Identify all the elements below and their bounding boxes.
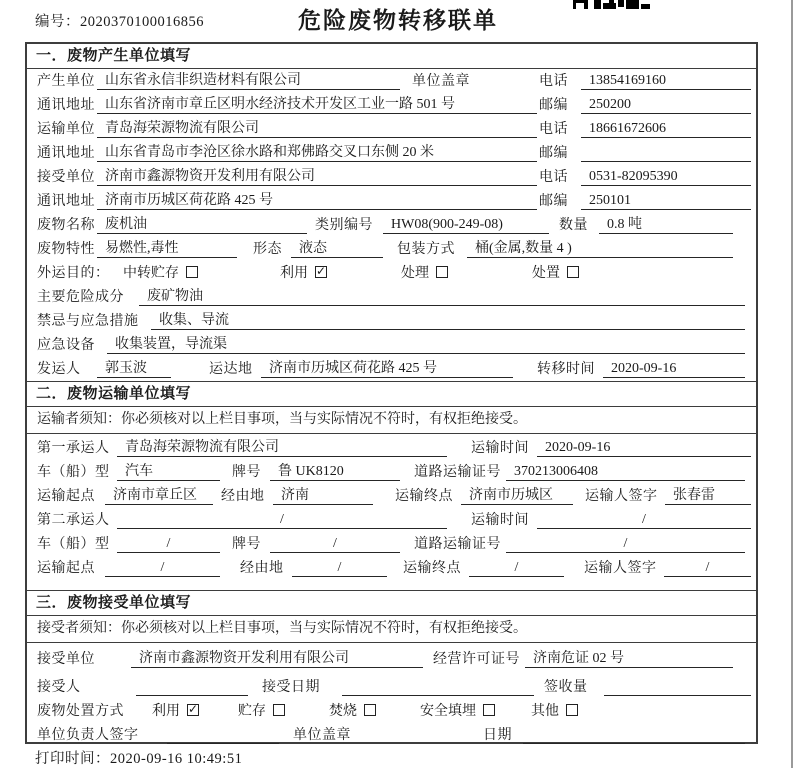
row-producer-address	[27, 93, 756, 117]
transport-phone-group	[539, 118, 751, 138]
route-end-value: /	[469, 560, 564, 577]
row-receive-unit	[27, 165, 756, 189]
serial-value: 2020370100016856	[80, 14, 204, 30]
receive-zip-group	[539, 190, 751, 210]
plate-label: 牌号	[232, 537, 261, 552]
packing-label: 包装方式	[397, 242, 455, 257]
route-via-value: 济南	[273, 484, 373, 505]
transport-time-label: 运输时间	[471, 513, 529, 528]
route-via-label: 经由地	[221, 489, 265, 504]
row-route-2	[27, 556, 756, 580]
zip-label: 邮编	[539, 194, 568, 209]
acceptor-label: 接受人	[37, 680, 81, 695]
checkbox-store[interactable]	[273, 704, 285, 716]
section3-header: 三．废物接受单位填写	[27, 590, 756, 616]
disposal-option-store	[238, 700, 285, 720]
row-second-carrier	[27, 508, 756, 532]
receive-phone-value: 0531-82095390	[581, 169, 751, 186]
row-first-carrier	[27, 434, 756, 460]
print-time-label: 打印时间：	[35, 751, 110, 767]
road-license-label: 道路运输证号	[414, 537, 501, 552]
vehicle-type-value: /	[117, 536, 220, 553]
receive-zip-value: 250101	[581, 193, 751, 210]
waste-props-value: 易燃性,毒性	[97, 237, 237, 258]
transporter-sign-value: /	[664, 560, 751, 577]
sender-value: 郭玉波	[97, 357, 171, 378]
purpose-option-treat	[401, 262, 448, 282]
receive-phone-group	[539, 166, 751, 186]
road-license-value: /	[506, 536, 745, 553]
route-start-label: 运输起点	[37, 489, 95, 504]
phone-label: 电话	[539, 122, 568, 137]
address-label: 通讯地址	[37, 194, 95, 209]
business-license-label: 经营许可证号	[433, 652, 520, 667]
receive-address-value: 济南市历城区荷花路 425 号	[97, 189, 537, 210]
hazard-label: 主要危险成分	[37, 290, 124, 305]
transfer-time-value: 2020-09-16	[603, 361, 745, 378]
disposal-option-landfill	[420, 700, 495, 720]
row-waste-properties	[27, 237, 756, 261]
transport-zip-group	[539, 142, 751, 162]
row-emergency-equipment	[27, 333, 756, 357]
section2-header: 二．废物运输单位填写	[27, 381, 756, 407]
checkbox-utilize[interactable]: ✓	[187, 702, 199, 716]
row-route-1	[27, 484, 756, 508]
disposal-option-incinerate	[329, 700, 376, 720]
option-label: 中转贮存	[123, 265, 179, 281]
destination-label: 运达地	[209, 362, 253, 377]
row-transport-address	[27, 141, 756, 165]
row-receiving-unit	[27, 643, 756, 671]
notice-text: 你必须核对以上栏目事项，当与实际情况不符时，有权拒绝接受。	[121, 621, 527, 636]
responsible-sign-label: 单位负责人签字	[37, 728, 139, 743]
equipment-value: 收集装置，导流渠	[107, 333, 745, 354]
transport-time-label: 运输时间	[471, 441, 529, 456]
checkbox-incinerate[interactable]	[364, 704, 376, 716]
sender-label: 发运人	[37, 362, 81, 377]
second-carrier-label: 第二承运人	[37, 513, 110, 528]
first-carrier-value: 青岛海荣源物流有限公司	[117, 436, 447, 457]
vehicle-type-label: 车（船）型	[37, 537, 110, 552]
producer-phone-value: 13854169160	[581, 73, 751, 90]
checkbox-landfill[interactable]	[483, 704, 495, 716]
option-label: 焚烧	[329, 703, 357, 719]
receiving-unit-value: 济南市鑫源物资开发利用有限公司	[131, 647, 423, 668]
route-start-label: 运输起点	[37, 561, 95, 576]
row-acceptor	[27, 671, 756, 699]
accept-date-value	[342, 679, 534, 696]
route-end-label: 运输终点	[395, 489, 453, 504]
date-value	[523, 727, 745, 744]
purpose-option-storage	[123, 262, 198, 282]
category-code-value: HW08(900-249-08)	[383, 217, 549, 234]
notice-label: 运输者须知：	[37, 412, 121, 427]
phone-label: 电话	[539, 74, 568, 89]
row-hazard-component	[27, 285, 756, 309]
row-transfer-purpose	[27, 261, 756, 285]
route-start-value: /	[105, 560, 220, 577]
taboo-value: 收集、导流	[151, 309, 745, 330]
responsible-sign-value	[167, 727, 279, 744]
business-license-value: 济南危证 02 号	[525, 647, 733, 668]
producer-phone-group	[539, 70, 751, 90]
checkbox-storage[interactable]	[186, 266, 198, 278]
quantity-value: 0.8 吨	[599, 213, 733, 234]
transporter-sign-label: 运输人签字	[584, 561, 657, 576]
route-end-label: 运输终点	[403, 561, 461, 576]
row-producer-unit	[27, 69, 756, 93]
form-table	[25, 42, 758, 744]
signed-quantity-label: 签收量	[544, 680, 588, 695]
receiver-notice	[27, 616, 756, 643]
transport-time-value: 2020-09-16	[537, 440, 751, 457]
disposal-option-other	[531, 700, 578, 720]
row-receive-address	[27, 189, 756, 213]
print-time	[35, 747, 242, 768]
accept-date-label: 接受日期	[262, 680, 320, 695]
notice-label: 接受者须知：	[37, 621, 121, 636]
packing-value: 桶(金属,数量 4 )	[467, 237, 733, 258]
row-taboo-measures	[27, 309, 756, 333]
purpose-label: 外运目的：	[37, 265, 110, 281]
plate-label: 牌号	[232, 465, 261, 480]
address-label: 通讯地址	[37, 98, 95, 113]
option-label: 处理	[401, 265, 429, 281]
notice-text: 你必须核对以上栏目事项，当与实际情况不符时，有权拒绝接受。	[121, 412, 527, 427]
checkbox-other[interactable]	[566, 704, 578, 716]
option-label: 利用	[280, 265, 308, 281]
section1-header: 一．废物产生单位填写	[27, 44, 756, 69]
purpose-option-utilize	[280, 262, 327, 282]
quantity-label: 数量	[559, 218, 588, 233]
phone-label: 电话	[539, 170, 568, 185]
page-edge-line	[791, 0, 793, 768]
transport-phone-value: 18661672606	[581, 121, 751, 138]
receive-unit-label: 接受单位	[37, 170, 95, 185]
date-label: 日期	[483, 728, 512, 743]
row-sender	[27, 357, 756, 381]
first-carrier-label: 第一承运人	[37, 441, 110, 456]
receiving-unit-label: 接受单位	[37, 652, 95, 667]
transport-address-value: 山东省青岛市李沧区徐水路和郑佛路交叉口东侧 20 米	[97, 141, 537, 162]
serial-label: 编号：	[35, 14, 80, 30]
transport-unit-label: 运输单位	[37, 122, 95, 137]
route-end-value: 济南市历城区	[461, 484, 573, 505]
zip-label: 邮编	[539, 146, 568, 161]
vehicle-type-value: 汽车	[117, 460, 220, 481]
transporter-sign-value: 张春雷	[665, 484, 751, 505]
option-label: 贮存	[238, 703, 266, 719]
address-label: 通讯地址	[37, 146, 95, 161]
purpose-option-dispose	[532, 262, 579, 282]
option-label: 处置	[532, 265, 560, 281]
row-waste-name	[27, 213, 756, 237]
checkbox-treat[interactable]	[436, 266, 448, 278]
category-code-label: 类别编号	[315, 218, 373, 233]
row-disposal-method	[27, 699, 756, 723]
destination-value: 济南市历城区荷花路 425 号	[261, 357, 513, 378]
form-state-value: 液态	[291, 237, 383, 258]
row-vehicle-type-1	[27, 460, 756, 484]
route-via-value: /	[292, 560, 387, 577]
signed-quantity-value	[604, 679, 751, 696]
option-label: 安全填埋	[420, 703, 476, 719]
row-responsible-signature	[27, 723, 756, 747]
transport-unit-value: 青岛海荣源物流有限公司	[97, 117, 537, 138]
transporter-notice	[27, 407, 756, 434]
producer-unit-value: 山东省永信非织造材料有限公司	[97, 69, 400, 90]
row-transport-unit	[27, 117, 756, 141]
disposal-option-utilize	[152, 700, 199, 720]
transporter-sign-label: 运输人签字	[585, 489, 658, 504]
page-title: 危险废物转移联单	[298, 8, 498, 33]
plate-value: 鲁 UK8120	[270, 460, 400, 481]
waste-props-label: 废物特性	[37, 242, 95, 257]
checkbox-utilize[interactable]: ✓	[315, 264, 327, 278]
option-label: 利用	[152, 703, 180, 719]
producer-unit-label: 产生单位	[37, 74, 95, 89]
route-start-value: 济南市章丘区	[105, 484, 213, 505]
print-time-value: 2020-09-16 10:49:51	[110, 751, 243, 767]
producer-zip-group	[539, 94, 751, 114]
receive-unit-value: 济南市鑫源物资开发利用有限公司	[97, 165, 537, 186]
equipment-label: 应急设备	[37, 338, 95, 353]
option-label: 其他	[531, 703, 559, 719]
waste-name-label: 废物名称	[37, 218, 95, 233]
disposal-method-label: 废物处置方式	[37, 703, 124, 719]
vehicle-type-label: 车（船）型	[37, 465, 110, 480]
row-vehicle-type-2	[27, 532, 756, 556]
producer-address-value: 山东省济南市章丘区明水经济技术开发区工业一路 501 号	[97, 93, 537, 114]
transport-time-value: /	[537, 512, 751, 529]
unit-seal-label: 单位盖章	[293, 728, 351, 743]
second-carrier-value: /	[117, 512, 447, 529]
waste-name-value: 废机油	[97, 213, 307, 234]
checkbox-dispose[interactable]	[567, 266, 579, 278]
hazard-value: 废矿物油	[139, 285, 745, 306]
producer-zip-value: 250200	[581, 97, 751, 114]
plate-value: /	[270, 536, 400, 553]
transfer-time-label: 转移时间	[537, 362, 595, 377]
route-via-label: 经由地	[240, 561, 284, 576]
transport-zip-value	[581, 145, 751, 162]
road-license-label: 道路运输证号	[414, 465, 501, 480]
form-state-label: 形态	[253, 242, 282, 257]
acceptor-value	[136, 679, 248, 696]
zip-label: 邮编	[539, 98, 568, 113]
taboo-label: 禁忌与应急措施	[37, 314, 139, 329]
qr-code-fragment-icon	[573, 0, 653, 10]
road-license-value: 370213006408	[506, 464, 745, 481]
unit-seal-label: 单位盖章	[412, 74, 470, 89]
section2-bottom-spacer	[27, 580, 756, 590]
